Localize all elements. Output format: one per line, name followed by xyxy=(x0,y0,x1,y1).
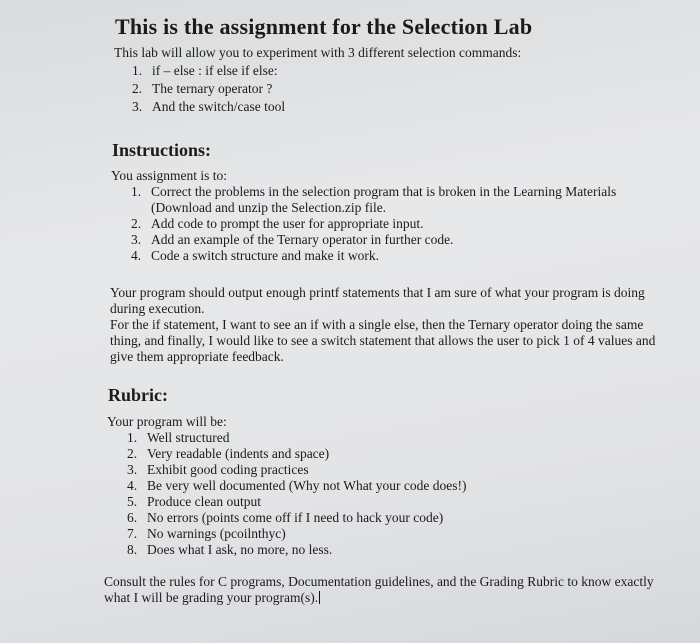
list-item xyxy=(131,184,631,216)
list-item-text: Very readable (indents and space) xyxy=(147,446,330,461)
instructions-paragraph-1: Your program should output enough printf statements that I am sure of what your program is doing during execution. xyxy=(110,285,645,316)
list-number: 6. xyxy=(127,510,138,525)
list-item xyxy=(132,62,532,80)
list-item xyxy=(131,248,631,264)
list-item-text: Code a switch structure and make it work. xyxy=(151,248,379,263)
list-number: 7. xyxy=(127,526,138,541)
list-number: 3. xyxy=(132,99,143,114)
rubric-heading: Rubric: xyxy=(108,385,168,405)
list-item xyxy=(127,510,627,526)
list-item xyxy=(127,542,627,558)
list-item xyxy=(131,216,631,232)
instructions-heading: Instructions: xyxy=(112,140,212,160)
list-item-text: Be very well documented (Why not What your code does!) xyxy=(147,478,467,493)
list-number: 1. xyxy=(132,63,143,78)
list-item xyxy=(127,494,627,510)
intro-text: This lab will allow you to experiment with 3 different selection commands: xyxy=(114,45,522,60)
list-number: 2. xyxy=(127,446,138,461)
list-item-text: And the switch/case tool xyxy=(152,99,286,114)
list-item-text: Add code to prompt the user for appropriate input. xyxy=(151,216,424,231)
rubric-list xyxy=(127,430,627,558)
list-number: 3. xyxy=(131,232,142,247)
list-item xyxy=(127,526,627,542)
closing-text: Consult the rules for C programs, Documentation guidelines, and the Grading Rubric to know exactly what I will be grading your program(s). xyxy=(104,574,654,605)
list-item-text: Add an example of the Ternary operator in further code. xyxy=(151,232,454,247)
list-item-text: Produce clean output xyxy=(147,494,261,509)
list-item xyxy=(131,232,631,248)
list-number: 2. xyxy=(132,81,143,96)
closing-section xyxy=(104,574,674,606)
list-number: 8. xyxy=(127,542,138,557)
instructions-paragraph-2: For the if statement, I want to see an if with a single else, then the Ternary operator doing the same thing, and finally, I would like to see a switch statement that allows the user to pick 1 of 4 values and give them appropriate feedback. xyxy=(110,317,656,364)
list-number: 4. xyxy=(127,478,138,493)
list-item-text: Well structured xyxy=(147,430,230,445)
list-item xyxy=(127,462,627,478)
instructions-list xyxy=(131,184,631,264)
text-cursor xyxy=(319,591,320,604)
list-item-text: No warnings (pcoilnthyc) xyxy=(147,526,286,541)
list-item xyxy=(132,80,532,98)
list-item-text: No errors (points come off if I need to hack your code) xyxy=(147,510,444,525)
intro-section xyxy=(114,44,674,116)
list-item-text: Does what I ask, no more, no less. xyxy=(147,542,333,557)
instructions-section xyxy=(111,168,651,264)
list-number: 1. xyxy=(131,184,142,199)
list-item-text: if – else : if else if else: xyxy=(152,63,278,78)
list-item xyxy=(127,430,627,446)
list-item-text: Correct the problems in the selection program that is broken in the Learning Materials (Download and unzip the Selection.zip file. xyxy=(151,184,617,215)
rubric-section xyxy=(107,414,647,558)
instructions-paragraphs xyxy=(110,285,675,365)
closing-paragraph xyxy=(104,574,674,606)
list-item xyxy=(127,446,627,462)
list-number: 2. xyxy=(131,216,142,231)
list-number: 3. xyxy=(127,462,138,477)
intro-list xyxy=(132,62,532,116)
list-number: 1. xyxy=(127,430,138,445)
list-item-text: The ternary operator ? xyxy=(152,81,273,96)
instructions-lead: You assignment is to: xyxy=(111,168,228,183)
list-number: 5. xyxy=(127,494,138,509)
page-title: This is the assignment for the Selection Lab xyxy=(115,14,533,39)
list-number: 4. xyxy=(131,248,142,263)
list-item-text: Exhibit good coding practices xyxy=(147,462,309,477)
list-item xyxy=(127,478,627,494)
rubric-lead: Your program will be: xyxy=(107,414,227,429)
list-item xyxy=(132,98,532,116)
